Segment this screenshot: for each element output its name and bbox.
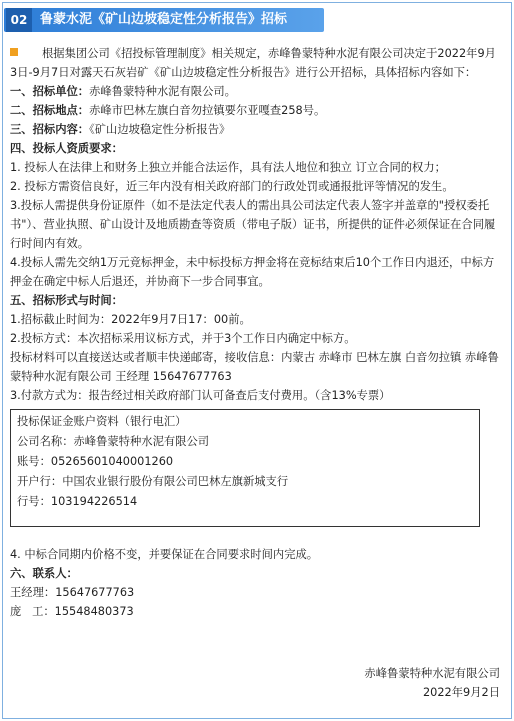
signature-date: 2022年9月2日 — [422, 686, 500, 699]
contact-heading: 六、联系人： — [10, 567, 78, 580]
document-body — [10, 44, 502, 621]
form-heading: 五、招标形式与时间： — [10, 294, 123, 307]
item-value: 赤峰市巴林左旗白音勿拉镇要尔亚嘎查258号。 — [89, 104, 326, 117]
item-label: 一、招标单位： — [10, 85, 90, 98]
account-bank-code: 行号：103194226514 — [17, 495, 138, 508]
qualification-point: 1. 投标人在法律上和财务上独立并能合法运作，具有法人地位和独立 订立合同的权力； — [10, 161, 446, 174]
qualification-point: 3.投标人需提供身份证原件（如不是法定代表人的需出具公司法定代表人签字并盖章的"授权委托书"）、营业执照、矿山设计及地质勘查等资质（带电子版）证书，所提供的证件必须保证在合同履行时间内有效。 — [10, 199, 496, 250]
form-point: 3.付款方式为：报告经过相关政府部门认可备查后支付费用。（含13%专票） — [10, 389, 391, 402]
signature-block — [364, 664, 500, 702]
page-title: 鲁蒙水泥《矿山边坡稳定性分析报告》招标 — [40, 12, 288, 27]
intro-text: 根据集团公司《招投标管理制度》相关规定，赤峰鲁蒙特种水泥有限公司决定于2022年9月3日-9月7日对露天石灰岩矿《矿山边坡稳定性分析报告》进行公开招标，具体招标内容如下： — [10, 47, 496, 79]
contact-person: 王经理：15647677763 — [10, 586, 135, 599]
item-content — [10, 120, 502, 139]
qualification-heading: 四、投标人资质要求： — [10, 142, 123, 155]
item-value: 赤峰鲁蒙特种水泥有限公司。 — [89, 85, 236, 98]
item-label: 三、招标内容： — [10, 123, 90, 136]
account-info-box — [10, 409, 480, 527]
form-point: 2.投标方式：本次招标采用议标方式，并于3个工作日内确定中标方。 — [10, 332, 356, 345]
account-bank: 开户行：中国农业银行股份有限公司巴林左旗新城支行 — [17, 475, 289, 488]
form-point: 1.招标截止时间为：2022年9月7日17：00前。 — [10, 313, 251, 326]
qualification-point: 2. 投标方需资信良好，近三年内没有相关政府部门的行政处罚或通报批评等情况的发生。 — [10, 180, 454, 193]
section-number: 02 — [6, 8, 32, 32]
form-point: 投标材料可以直接送达或者顺丰快递邮寄，接收信息：内蒙古 赤峰市 巴林左旗 白音勿拉镇 赤峰鲁蒙特种水泥有限公司 王经理 15647677763 — [10, 351, 499, 383]
item-value: 《矿山边坡稳定性分析报告》 — [89, 123, 231, 136]
bullet-icon — [10, 48, 18, 56]
price-note: 4. 中标合同期内价格不变，并要保证在合同要求时间内完成。 — [10, 548, 319, 561]
contact-person: 庞 工：15548480373 — [10, 605, 134, 618]
account-number: 账号：05265601040001260 — [17, 455, 174, 468]
intro-paragraph — [10, 44, 502, 82]
item-unit — [10, 82, 502, 101]
signature-company: 赤峰鲁蒙特种水泥有限公司 — [364, 667, 500, 680]
item-label: 二、招标地点： — [10, 104, 90, 117]
item-location — [10, 101, 502, 120]
account-title: 投标保证金账户资料（银行电汇） — [17, 415, 187, 428]
account-company: 公司名称：赤峰鲁蒙特种水泥有限公司 — [17, 435, 210, 448]
qualification-point: 4.投标人需先交纳1万元竞标押金，未中标投标方押金将在竞标结束后10个工作日内退还，中标方押金在确定中标人后退还，并协商下一步合同事宜。 — [10, 256, 495, 288]
